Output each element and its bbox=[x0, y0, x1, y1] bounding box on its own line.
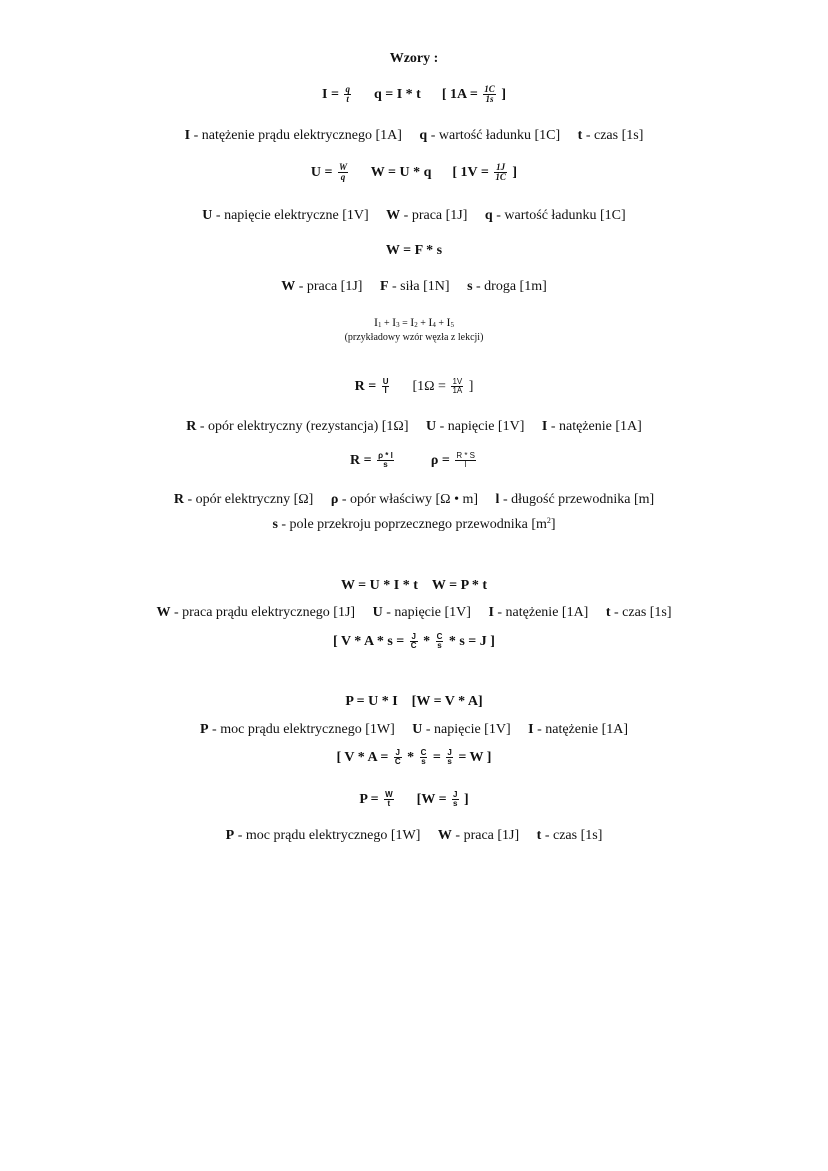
formula-voltage: U = $\frac{W}{q}$ W = U * q [ 1V = $\frac{1J}{1C}$ ] bbox=[310, 162, 518, 183]
node-caption: (przykładowy wzór węzła z lekcji) bbox=[344, 332, 484, 343]
description-cross-section: s - pole przekroju poprzecznego przewodnika $[m^2]$ bbox=[272, 516, 556, 532]
formula-resistance: R = $\frac{U}{I}$ [1Ω = $\frac{1V}{1A}$ ] bbox=[354, 377, 474, 396]
formula-work: W = F * s bbox=[385, 243, 443, 258]
unit-electric-work: [ V * A * s = $\frac{J}{C}$ * $\frac{C}{s}$ * s = J ] bbox=[333, 632, 495, 651]
description-power-work: P - moc prądu elektrycznego [1W] W - praca [1J] t - czas [1s] bbox=[225, 828, 603, 843]
description-resistance: R - opór elektryczny (rezystancja) [1Ω] U - napięcie [1V] I - natężenie [1A] bbox=[186, 419, 642, 434]
formula-electric-work: W = U * I * t W = P * t bbox=[340, 578, 488, 593]
formula-resistivity: R = $\frac{\rho * l}{s}$ ρ = $\frac{R * S}{l}$ bbox=[350, 451, 475, 470]
description-resistivity: R - opór elektryczny [Ω] ρ - opór właściwy [Ω • m] l - długość przewodnika [m] bbox=[173, 492, 655, 507]
description-power: P - moc prądu elektrycznego [1W] U - napięcie [1V] I - natężenie [1A] bbox=[199, 722, 629, 737]
unit-power: [ V * A = $\frac{J}{C}$ * $\frac{C}{s}$ = $\frac{J}{s}$ = W ] bbox=[336, 748, 492, 767]
page-title: Wzory : bbox=[389, 51, 439, 66]
formula-power: P = U * I [W = V * A] bbox=[345, 694, 483, 709]
description-voltage: U - napięcie elektryczne [1V] W - praca [1J] q - wartość ładunku [1C] bbox=[202, 208, 626, 223]
description-current: I - natężenie prądu elektrycznego [1A] q - wartość ładunku [1C] t - czas [1s] bbox=[184, 128, 644, 143]
description-work: W - praca [1J] F - siła [1N] s - droga [1m] bbox=[281, 279, 547, 294]
node-equation: $I_1 + I_3 = I_2 + I_4 + I_5$ bbox=[373, 315, 455, 329]
formula-power-work: P = $\frac{W}{t}$ [W = $\frac{J}{s}$ ] bbox=[359, 790, 469, 809]
formula-current: I = $\frac{q}{t}$ q = I * t [ 1A = $\frac{1C}{1s}$ ] bbox=[322, 84, 506, 105]
description-electric-work: W - praca prądu elektrycznego [1J] U - napięcie [1V] I - natężenie [1A] t - czas [1s] bbox=[156, 605, 672, 620]
